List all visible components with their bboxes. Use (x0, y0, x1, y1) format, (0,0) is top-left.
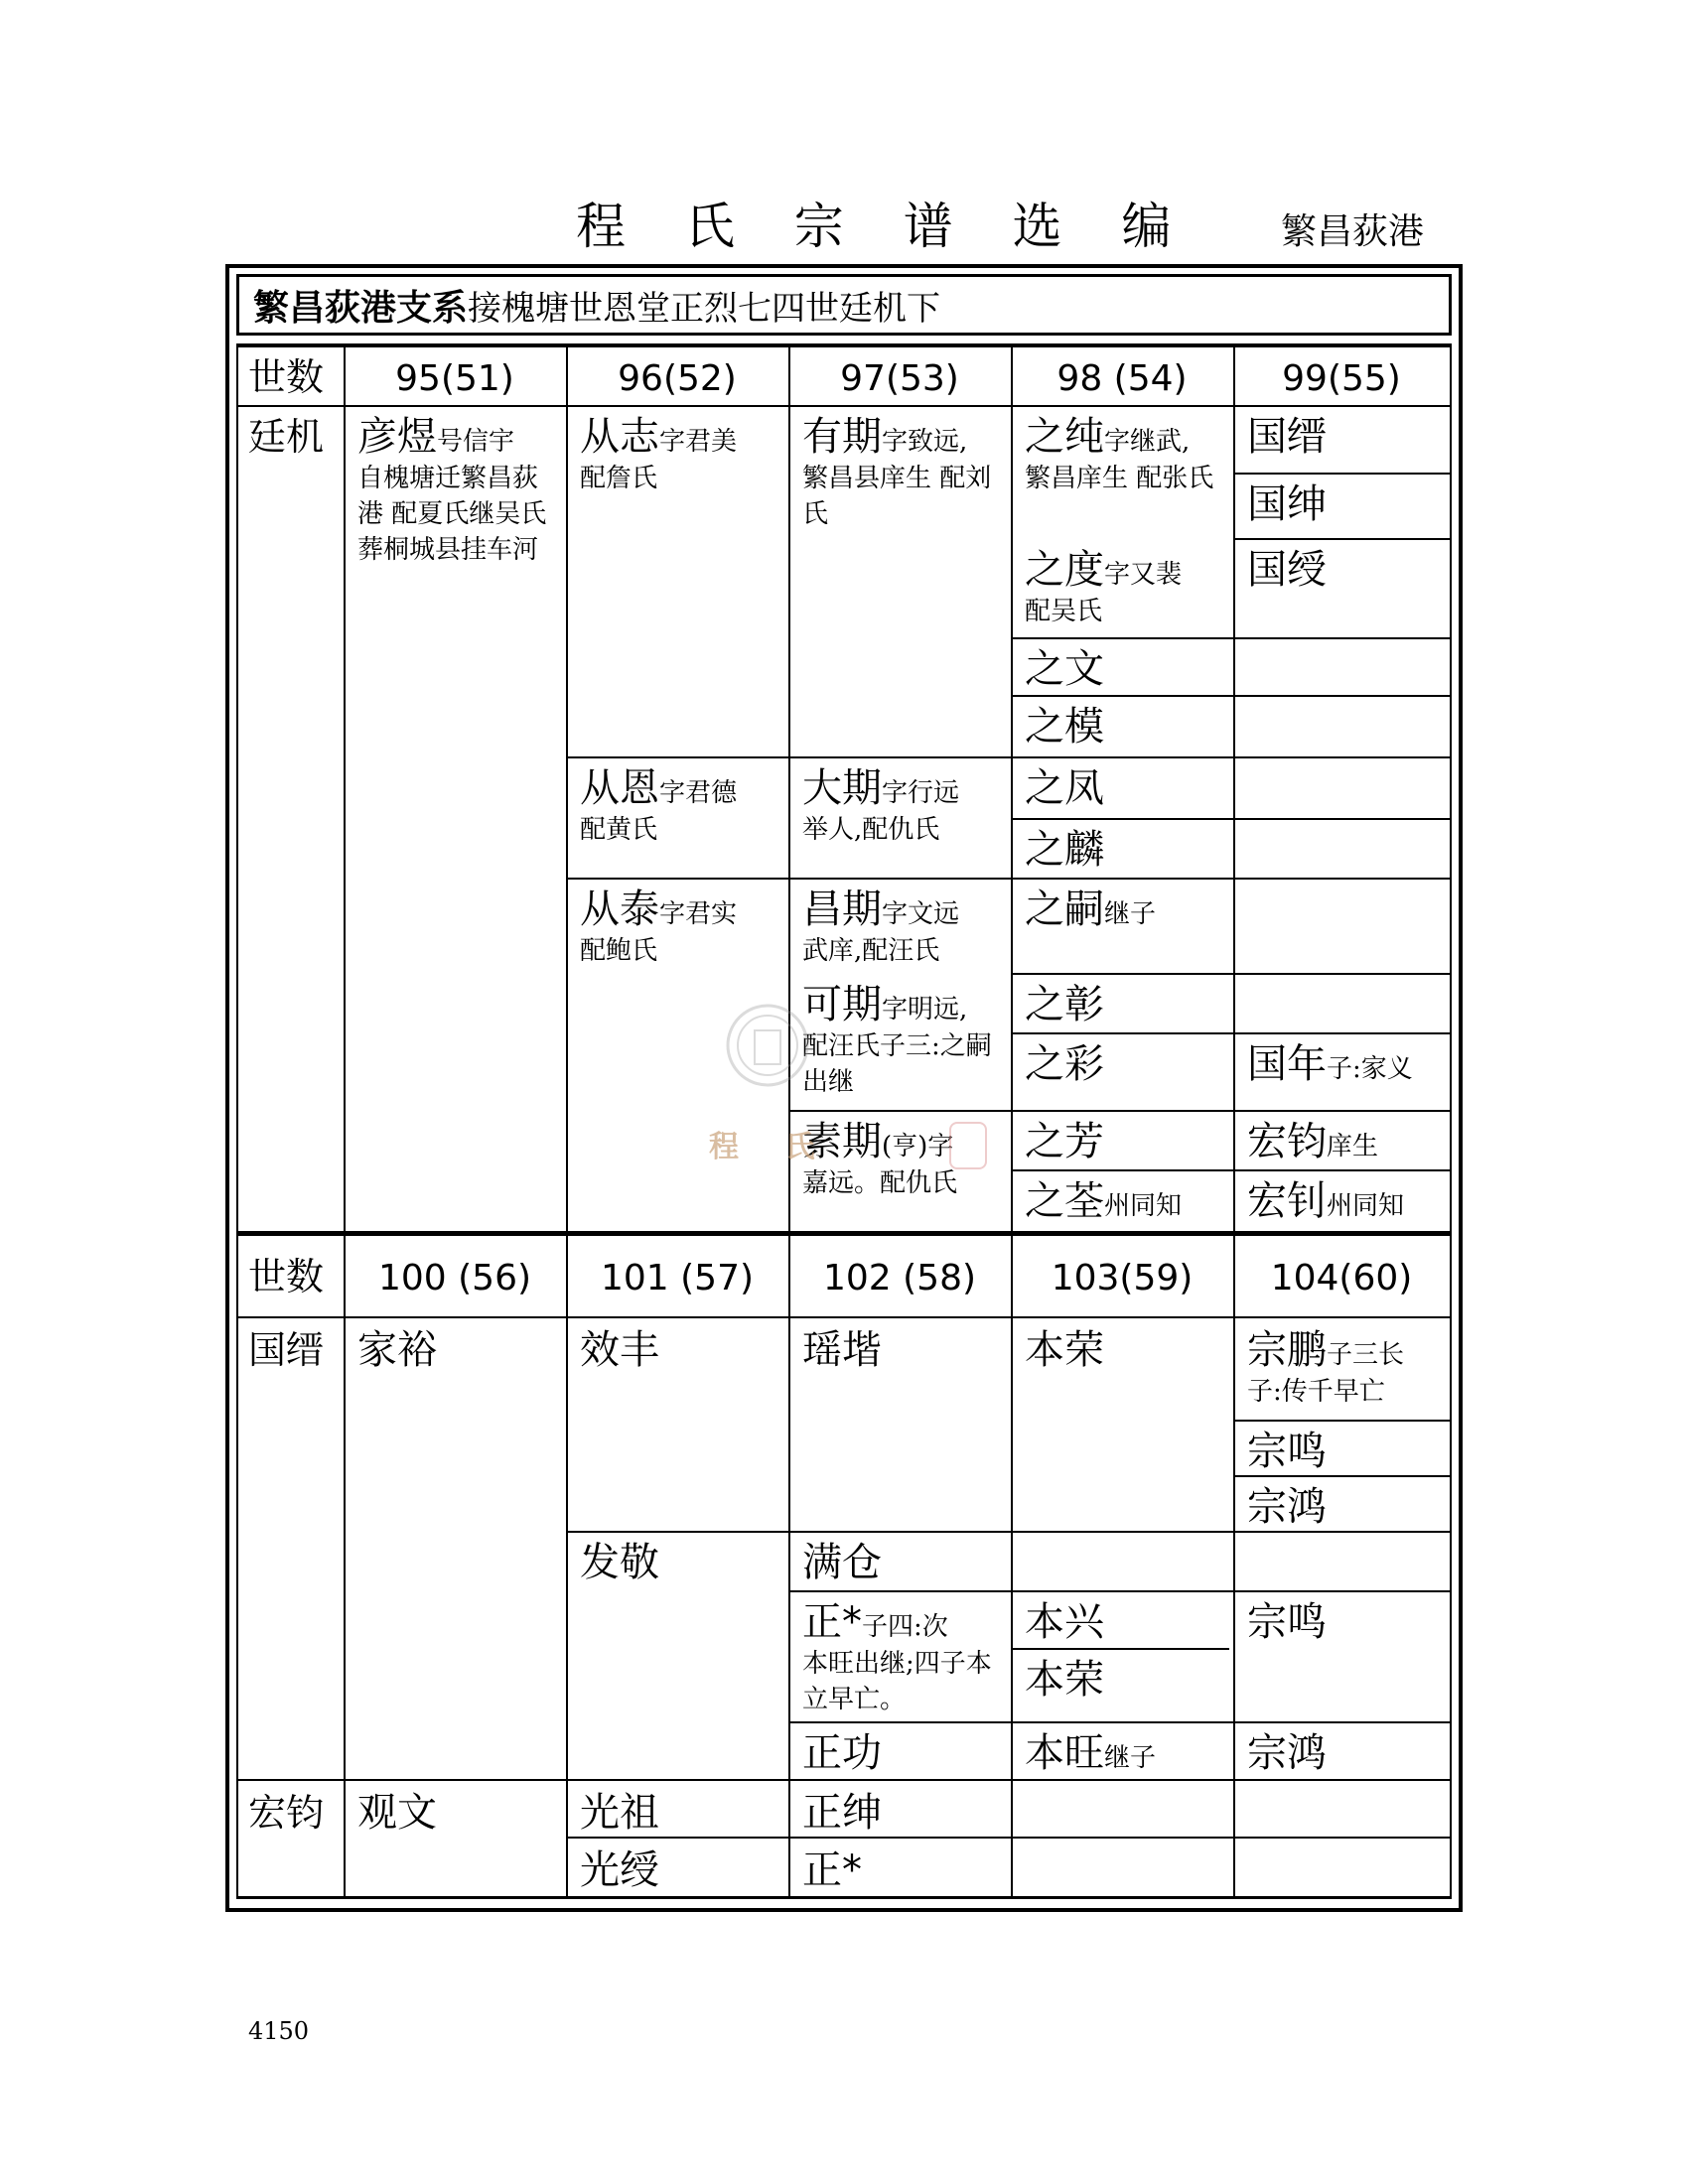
person-entry (790, 1533, 1011, 1590)
person-entry (1013, 1723, 1233, 1779)
person-note: 嘉远。配仇氏 (802, 1168, 958, 1198)
person-entry (1235, 475, 1450, 538)
person-entry (790, 1723, 1011, 1779)
person-name: 宗鸣 (1247, 1599, 1327, 1645)
gen-label: 世数 (248, 1255, 325, 1298)
person-name: 发敬 (580, 1540, 659, 1585)
person-name: 素期 (802, 1119, 882, 1164)
person-name: 宗鸣 (1247, 1429, 1327, 1474)
person-name: 从恩 (580, 765, 659, 811)
person-entry (346, 407, 566, 824)
person-note: 字又裴 (1104, 560, 1183, 590)
person-entry (790, 975, 1011, 1108)
person-name: 大期 (802, 765, 882, 811)
person-note: 配詹氏 (580, 464, 658, 493)
branch-header (236, 274, 1452, 336)
person-name: 之荃 (1025, 1178, 1104, 1224)
person-entry (1013, 1320, 1233, 1380)
person-entry (1013, 1034, 1233, 1110)
person-entry (1013, 1650, 1233, 1719)
ancestor-label: 廷机 (248, 415, 325, 459)
person-entry (1013, 1592, 1233, 1648)
gen-header-96: 96(52) (618, 358, 737, 399)
gen-header-95: 95(51) (395, 358, 514, 399)
person-note: 自槐塘迁繁昌荻港 配夏氏继吴氏 葬桐城县挂车河 (357, 464, 547, 565)
person-entry (1013, 820, 1233, 878)
person-name: 之嗣 (1025, 887, 1104, 932)
gen-header-102: 102 (58) (822, 1258, 977, 1298)
person-name: 从泰 (580, 887, 659, 932)
person-entry (1235, 540, 1450, 635)
person-entry (790, 1320, 1011, 1380)
gen-header-98: 98 (54) (1056, 358, 1188, 399)
person-note: 子四:次 (862, 1612, 948, 1642)
person-note: 字明远, (882, 995, 968, 1024)
person-entry (1235, 1477, 1450, 1531)
person-name: 本旺 (1025, 1730, 1104, 1776)
person-note: 子:家义 (1327, 1054, 1413, 1084)
person-entry (568, 1320, 788, 1380)
person-name: 观文 (357, 1790, 437, 1836)
person-entry (1013, 1171, 1233, 1231)
person-note: 繁昌县庠生 配刘氏 (802, 464, 992, 529)
person-note: (亨)字 (882, 1132, 954, 1161)
person-entry (790, 1841, 1011, 1896)
person-note: 号信宇 (437, 427, 515, 457)
person-name: 彦煜 (357, 414, 437, 460)
person-entry (1013, 880, 1233, 973)
person-note: 字君实 (659, 899, 738, 929)
person-note: 配鲍氏 (580, 936, 658, 966)
person-entry (568, 407, 788, 754)
person-name: 光绶 (580, 1847, 659, 1893)
person-name: 正* (802, 1599, 862, 1645)
person-name: 国绅 (1247, 481, 1327, 527)
person-name: 效丰 (580, 1327, 659, 1373)
watermark-text: 程 氏 (709, 1130, 833, 1164)
person-name: 正绅 (802, 1790, 882, 1836)
person-entry (1013, 758, 1233, 818)
person-name: 可期 (802, 982, 882, 1027)
person-note: 字君美 (659, 427, 738, 457)
gen-header-99: 99(55) (1282, 358, 1401, 399)
person-note: 字行远 (882, 778, 960, 808)
person-note: 配吴氏 (1025, 597, 1103, 626)
person-entry (1013, 697, 1233, 756)
person-name: 从志 (580, 414, 659, 460)
person-note: 字君德 (659, 778, 738, 808)
person-entry (1235, 1320, 1450, 1420)
person-entry (1235, 1592, 1450, 1648)
person-note: 字致远, (882, 427, 968, 457)
person-entry (1235, 407, 1450, 473)
person-name: 之凤 (1025, 765, 1104, 811)
person-entry (1235, 1034, 1450, 1110)
branch-note: 接槐塘世恩堂正烈七四世廷机下 (468, 288, 941, 329)
person-entry (1013, 639, 1233, 695)
gen-header-101: 101 (57) (600, 1258, 755, 1298)
gen-header-103: 103(59) (1051, 1258, 1194, 1298)
person-name: 家裕 (357, 1327, 437, 1373)
person-entry (346, 1320, 566, 1380)
person-note: 州同知 (1327, 1191, 1405, 1221)
person-entry (1235, 1723, 1450, 1779)
person-name: 正功 (802, 1730, 882, 1776)
gen-header-97: 97(53) (840, 358, 959, 399)
person-name: 光祖 (580, 1790, 659, 1836)
person-name: 宏钊 (1247, 1178, 1327, 1224)
person-note: 武庠,配汪氏 (802, 936, 940, 966)
person-note: 配汪氏子三:之嗣出继 (802, 1031, 992, 1097)
person-note: 庠生 (1327, 1132, 1379, 1161)
watermark-seal-icon (723, 1001, 812, 1120)
gen-header-104: 104(60) (1270, 1258, 1413, 1298)
gen-label: 世数 (248, 355, 325, 399)
person-entry (1013, 407, 1233, 538)
person-entry (1235, 1171, 1450, 1231)
person-entry (790, 880, 1011, 969)
person-name: 满仓 (802, 1540, 882, 1585)
person-note: 举人,配仇氏 (802, 815, 940, 845)
page-subtitle: 繁昌荻港 (1281, 211, 1425, 252)
person-entry (1235, 1112, 1450, 1169)
person-note: 子:传千早亡 (1247, 1377, 1385, 1407)
person-entry (790, 407, 1011, 754)
person-entry (1013, 540, 1233, 635)
person-name: 本荣 (1025, 1657, 1104, 1703)
person-entry (790, 1592, 1011, 1721)
person-entry (568, 1783, 788, 1837)
person-name: 之模 (1025, 704, 1104, 750)
person-name: 之度 (1025, 547, 1104, 593)
person-entry (568, 758, 788, 876)
person-note: 字继武, (1104, 427, 1191, 457)
person-entry (346, 1783, 566, 1837)
person-entry (1013, 975, 1233, 1032)
ancestor-label: 国缙 (248, 1328, 325, 1372)
person-note: 字文远 (882, 899, 960, 929)
person-name: 之麟 (1025, 827, 1104, 873)
person-note: 继子 (1104, 899, 1157, 929)
person-name: 国缙 (1247, 414, 1327, 460)
person-entry (1235, 1422, 1450, 1475)
person-name: 之芳 (1025, 1119, 1104, 1164)
person-name: 正* (802, 1847, 862, 1893)
person-name: 国绶 (1247, 547, 1327, 593)
person-name: 瑶堦 (802, 1327, 882, 1373)
person-name: 本荣 (1025, 1327, 1104, 1373)
person-name: 宗鹏 (1247, 1327, 1327, 1373)
person-entry (1013, 1112, 1233, 1169)
person-entry (790, 1783, 1011, 1837)
person-name: 之彰 (1025, 982, 1104, 1027)
person-name: 宗鸿 (1247, 1730, 1327, 1776)
person-note: 本旺出继;四子本立早亡。 (802, 1649, 992, 1714)
gen-header-100: 100 (56) (377, 1258, 532, 1298)
page-number: 4150 (248, 2017, 310, 2045)
person-entry (790, 758, 1011, 876)
person-name: 宏钧 (1247, 1119, 1327, 1164)
person-name: 国年 (1247, 1041, 1327, 1087)
person-name: 之文 (1025, 646, 1104, 692)
person-entry (568, 1533, 788, 1592)
person-note: 繁昌庠生 配张氏 (1025, 464, 1214, 493)
person-note: 州同知 (1104, 1191, 1183, 1221)
person-note: 配黄氏 (580, 815, 658, 845)
person-name: 本兴 (1025, 1599, 1104, 1645)
page-title: 程 氏 宗 谱 选 编 (576, 198, 1194, 255)
person-note: 继子 (1104, 1743, 1157, 1773)
person-name: 之彩 (1025, 1041, 1104, 1087)
person-name: 宗鸿 (1247, 1484, 1327, 1530)
person-name: 昌期 (802, 887, 882, 932)
branch-name: 繁昌荻港支系 (253, 286, 469, 329)
person-name: 之纯 (1025, 414, 1104, 460)
watermark-stamp-icon (949, 1122, 987, 1169)
ancestor-label: 宏钧 (248, 1791, 325, 1835)
person-name: 有期 (802, 414, 882, 460)
person-entry (568, 1841, 788, 1896)
person-note: 子三长 (1327, 1340, 1405, 1370)
